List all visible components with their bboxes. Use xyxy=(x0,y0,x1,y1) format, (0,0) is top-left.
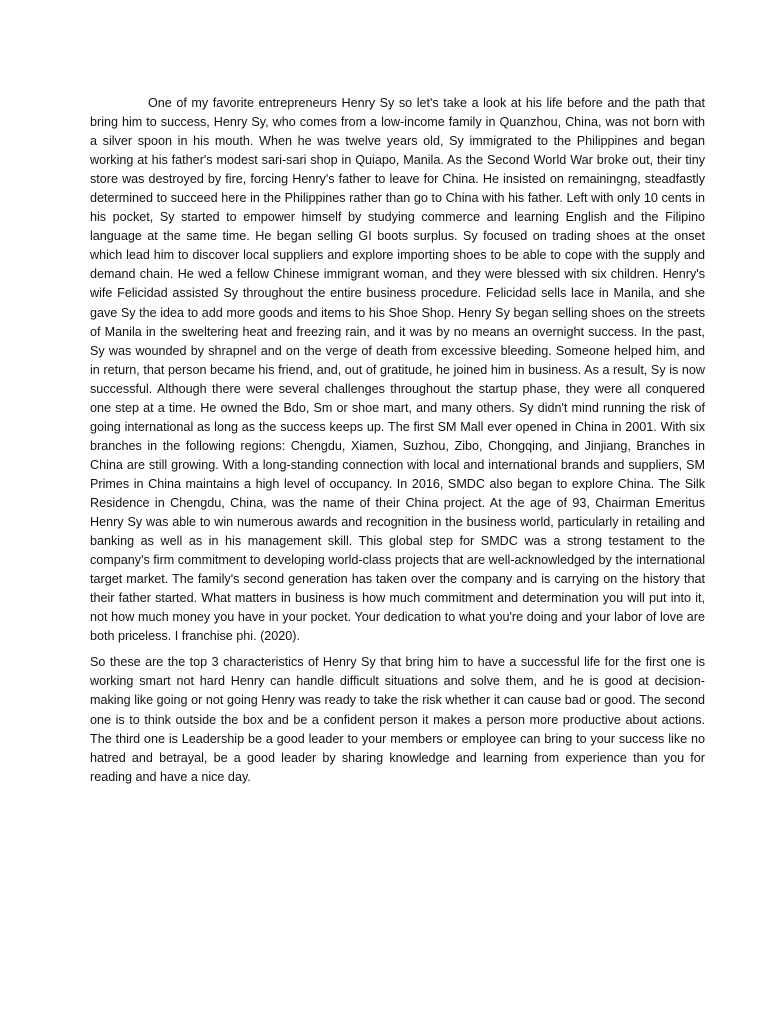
document-page xyxy=(90,94,705,787)
paragraph-top-three-characteristics: So these are the top 3 characteristics of Henry Sy that bring him to have a successful life for the first one is working smart not hard Henry can handle difficult situations and solve them, and he is good at decision-making like going or not going Henry was ready to take the risk whether it can cause bad or good. The second one is to think outside the box and be a confident person it makes a person more productive about actions. The third one is Leadership be a good leader to your members or employee can bring to your success like no hatred and betrayal, be a good leader by sharing knowledge and learning from experience than you for reading and have a nice day. xyxy=(90,655,705,784)
paragraph-henry-sy-biography: One of my favorite entrepreneurs Henry Sy so let's take a look at his life before and the path that bring him to success, Henry Sy, who comes from a low-income family in Quanzhou, China, was not born with a silver spoon in his mouth. When he was twelve years old, Sy immigrated to the Philippines and began working at his father's modest sari-sari shop in Quiapo, Manila. As the Second World War broke out, their tiny store was destroyed by fire, forcing Henry's father to leave for China. He insisted on remainingng, steadfastly determined to succeed here in the Philippines rather than go to China with his father. Left with only 10 cents in his pocket, Sy started to empower himself by studying commerce and learning English and the Filipino language at the same time. He began selling GI boots surplus. Sy focused on trading shoes at the onset which lead him to discover local suppliers and explore importing shoes to be able to cope with the supply and demand chain. He wed a fellow Chinese immigrant woman, and they were blessed with six children. Henry's wife Felicidad assisted Sy throughout the entire business procedure. Felicidad sells lace in Manila, and she gave Sy the idea to add more goods and items to his Shoe Shop. Henry Sy began selling shoes on the streets of Manila in the sweltering heat and freezing rain, and it was by no means an overnight success. In the past, Sy was wounded by shrapnel and on the verge of death from excessive bleeding. Someone helped him, and in return, that person became his friend, and, out of gratitude, he joined him in business. As a result, Sy is now successful. Although there were several challenges throughout the startup phase, they were all conquered one step at a time. He owned the Bdo, Sm or shoe mart, and many others. Sy didn't mind running the risk of going international as long as the success keeps up. The first SM Mall ever opened in China in 2001. With six branches in the following regions: Chengdu, Xiamen, Suzhou, Zibo, Chongqing, and Jinjiang, Branches in China are still growing. With a long-standing connection with local and international brands and suppliers, SM Primes in China maintains a high level of occupancy. In 2016, SMDC also began to explore China. The Silk Residence in Chengdu, China, was the name of their China project. At the age of 93, Chairman Emeritus Henry Sy was able to win numerous awards and recognition in the business world, particularly in retailing and banking as well as in his management skill. This global step for SMDC was a strong testament to the company's firm commitment to developing world-class projects that are well-acknowledged by the international target market. The family's second generation has taken over the company and is carrying on the history that their father started. What matters in business is how much commitment and determination you will put into it, not how much money you have in your pocket. Your dedication to what you're doing and your labor of love are both priceless. I franchise phi. (2020). xyxy=(90,96,705,644)
